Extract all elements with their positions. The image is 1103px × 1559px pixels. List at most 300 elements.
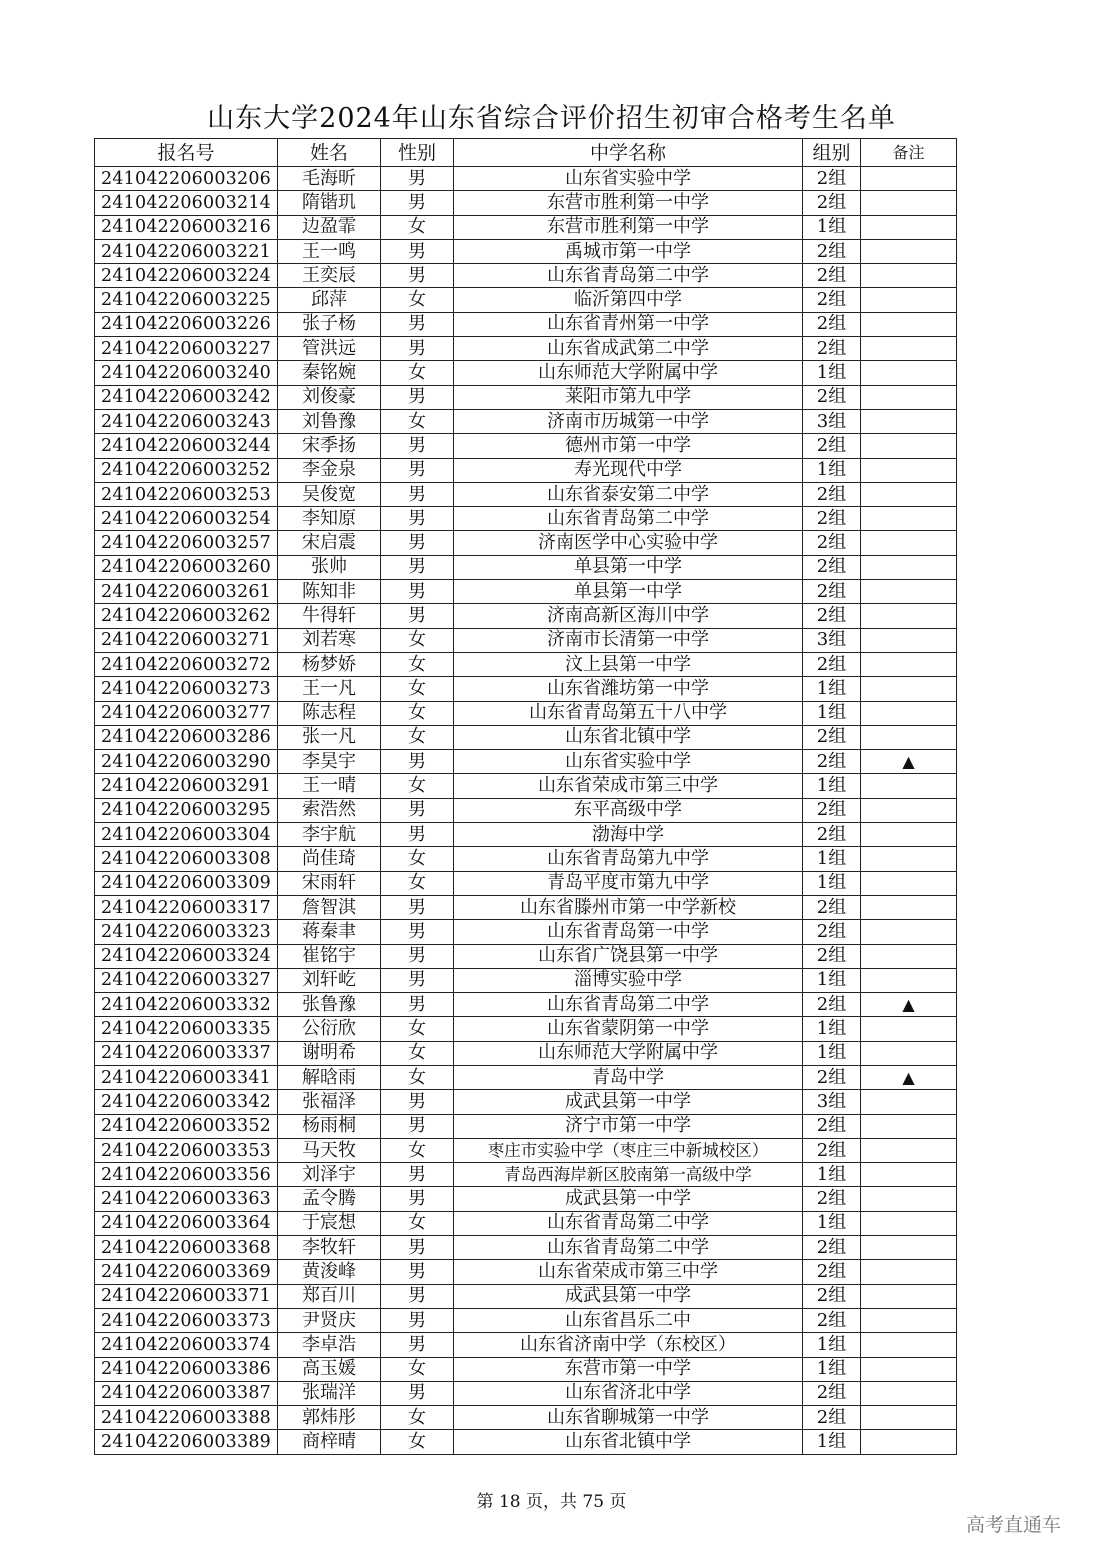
- gender-cell: 女: [381, 1138, 454, 1162]
- gender-cell: 男: [381, 1114, 454, 1138]
- gender-cell: 男: [381, 604, 454, 628]
- note-cell: [861, 1381, 957, 1405]
- note-cell: [861, 1236, 957, 1260]
- note-cell: [861, 1114, 957, 1138]
- note-cell: [861, 580, 957, 604]
- student-name-cell: 马天牧: [278, 1138, 381, 1162]
- student-name-cell: 郑百川: [278, 1284, 381, 1308]
- note-cell: [861, 677, 957, 701]
- table-row: [95, 507, 957, 531]
- registration-number-cell: 241042206003216: [95, 215, 278, 239]
- school-name-cell: 山东省实验中学: [454, 750, 803, 774]
- group-cell: 3组: [803, 628, 861, 652]
- gender-cell: 女: [381, 725, 454, 749]
- registration-number-cell: 241042206003368: [95, 1236, 278, 1260]
- table-row: [95, 1260, 957, 1284]
- gender-cell: 女: [381, 847, 454, 871]
- note-cell: [861, 1260, 957, 1284]
- table-row: [95, 1333, 957, 1357]
- gender-cell: 男: [381, 1308, 454, 1332]
- school-name-cell: 山东省成武第二中学: [454, 337, 803, 361]
- header-school: 中学名称: [454, 139, 803, 167]
- gender-cell: 男: [381, 944, 454, 968]
- document-title: 山东大学2024年山东省综合评价招生初审合格考生名单: [207, 103, 896, 134]
- registration-number-cell: 241042206003341: [95, 1065, 278, 1089]
- note-cell: [861, 288, 957, 312]
- table-row: [95, 191, 957, 215]
- table-row: [95, 725, 957, 749]
- header-gender: 性别: [381, 139, 454, 167]
- table-row: [95, 385, 957, 409]
- student-name-cell: 刘轩屹: [278, 968, 381, 992]
- gender-cell: 女: [381, 288, 454, 312]
- note-cell: [861, 968, 957, 992]
- note-cell: [861, 823, 957, 847]
- school-name-cell: 山东省青岛第二中学: [454, 993, 803, 1017]
- student-name-cell: 高玉媛: [278, 1357, 381, 1381]
- gender-cell: 男: [381, 385, 454, 409]
- student-name-cell: 王一凡: [278, 677, 381, 701]
- gender-cell: 男: [381, 482, 454, 506]
- header-note: 备注: [861, 139, 957, 167]
- group-cell: 2组: [803, 264, 861, 288]
- table-row: [95, 701, 957, 725]
- registration-number-cell: 241042206003271: [95, 628, 278, 652]
- group-cell: 2组: [803, 531, 861, 555]
- gender-cell: 女: [381, 1041, 454, 1065]
- student-name-cell: 孟令腾: [278, 1187, 381, 1211]
- gender-cell: 男: [381, 968, 454, 992]
- school-name-cell: 莱阳市第九中学: [454, 385, 803, 409]
- registration-number-cell: 241042206003353: [95, 1138, 278, 1162]
- registration-number-cell: 241042206003304: [95, 823, 278, 847]
- registration-number-cell: 241042206003290: [95, 750, 278, 774]
- group-cell: 2组: [803, 434, 861, 458]
- group-cell: 1组: [803, 701, 861, 725]
- gender-cell: 女: [381, 628, 454, 652]
- student-name-cell: 隋锴玑: [278, 191, 381, 215]
- school-name-cell: 济南市长清第一中学: [454, 628, 803, 652]
- group-cell: 1组: [803, 1041, 861, 1065]
- header-registration-number: 报名号: [95, 139, 278, 167]
- student-name-cell: 陈志程: [278, 701, 381, 725]
- gender-cell: 女: [381, 677, 454, 701]
- gender-cell: 女: [381, 361, 454, 385]
- school-name-cell: 山东省青州第一中学: [454, 312, 803, 336]
- school-name-cell: 青岛中学: [454, 1065, 803, 1089]
- table-row: [95, 458, 957, 482]
- school-name-cell: 山东省济北中学: [454, 1381, 803, 1405]
- student-name-cell: 王一鸣: [278, 239, 381, 263]
- registration-number-cell: 241042206003273: [95, 677, 278, 701]
- school-name-cell: 山东省青岛第二中学: [454, 1211, 803, 1235]
- student-name-cell: 张帅: [278, 555, 381, 579]
- school-name-cell: 禹城市第一中学: [454, 239, 803, 263]
- gender-cell: 男: [381, 434, 454, 458]
- gender-cell: 男: [381, 1284, 454, 1308]
- gender-cell: 男: [381, 750, 454, 774]
- table-row: [95, 1138, 957, 1162]
- school-name-cell: 渤海中学: [454, 823, 803, 847]
- table-row: [95, 944, 957, 968]
- gender-cell: 男: [381, 993, 454, 1017]
- note-cell: [861, 507, 957, 531]
- gender-cell: 女: [381, 1357, 454, 1381]
- student-name-cell: 黄浚峰: [278, 1260, 381, 1284]
- school-name-cell: 山东省潍坊第一中学: [454, 677, 803, 701]
- note-cell: [861, 1138, 957, 1162]
- group-cell: 1组: [803, 1211, 861, 1235]
- table-row: [95, 1308, 957, 1332]
- gender-cell: 男: [381, 798, 454, 822]
- group-cell: 2组: [803, 798, 861, 822]
- group-cell: 2组: [803, 944, 861, 968]
- student-name-cell: 毛海昕: [278, 167, 381, 191]
- table-row: [95, 1381, 957, 1405]
- student-name-cell: 尹贤庆: [278, 1308, 381, 1332]
- gender-cell: 女: [381, 1017, 454, 1041]
- student-name-cell: 于宸想: [278, 1211, 381, 1235]
- school-name-cell: 山东省荣成市第三中学: [454, 1260, 803, 1284]
- student-name-cell: 邱萍: [278, 288, 381, 312]
- student-name-cell: 李卓浩: [278, 1333, 381, 1357]
- registration-number-cell: 241042206003364: [95, 1211, 278, 1235]
- registration-number-cell: 241042206003214: [95, 191, 278, 215]
- group-cell: 2组: [803, 507, 861, 531]
- registration-number-cell: 241042206003286: [95, 725, 278, 749]
- registration-number-cell: 241042206003242: [95, 385, 278, 409]
- student-name-cell: 郭炜彤: [278, 1406, 381, 1430]
- school-name-cell: 山东省广饶县第一中学: [454, 944, 803, 968]
- registration-number-cell: 241042206003352: [95, 1114, 278, 1138]
- student-name-cell: 宋雨轩: [278, 871, 381, 895]
- registration-number-cell: 241042206003388: [95, 1406, 278, 1430]
- school-name-cell: 山东省滕州市第一中学新校: [454, 895, 803, 919]
- header-name: 姓名: [278, 139, 381, 167]
- note-cell: [861, 361, 957, 385]
- school-name-cell: 山东省泰安第二中学: [454, 482, 803, 506]
- school-name-cell: 东营市第一中学: [454, 1357, 803, 1381]
- student-name-cell: 商梓晴: [278, 1430, 381, 1454]
- student-name-cell: 管洪远: [278, 337, 381, 361]
- registration-number-cell: 241042206003317: [95, 895, 278, 919]
- registration-number-cell: 241042206003327: [95, 968, 278, 992]
- registration-number-cell: 241042206003261: [95, 580, 278, 604]
- note-cell: [861, 264, 957, 288]
- registration-number-cell: 241042206003221: [95, 239, 278, 263]
- group-cell: 2组: [803, 1138, 861, 1162]
- group-cell: 1组: [803, 968, 861, 992]
- group-cell: 2组: [803, 1308, 861, 1332]
- gender-cell: 男: [381, 920, 454, 944]
- note-cell: [861, 1357, 957, 1381]
- group-cell: 2组: [803, 167, 861, 191]
- group-cell: 2组: [803, 1381, 861, 1405]
- note-cell: [861, 239, 957, 263]
- table-row: [95, 847, 957, 871]
- note-cell: [861, 312, 957, 336]
- group-cell: 2组: [803, 750, 861, 774]
- student-name-cell: 崔铭宇: [278, 944, 381, 968]
- registration-number-cell: 241042206003332: [95, 993, 278, 1017]
- registration-number-cell: 241042206003206: [95, 167, 278, 191]
- table-row: [95, 1211, 957, 1235]
- registration-number-cell: 241042206003254: [95, 507, 278, 531]
- group-cell: 2组: [803, 1236, 861, 1260]
- student-name-cell: 索浩然: [278, 798, 381, 822]
- note-cell: [861, 434, 957, 458]
- school-name-cell: 青岛西海岸新区胶南第一高级中学: [454, 1163, 803, 1187]
- group-cell: 2组: [803, 337, 861, 361]
- student-name-cell: 李宇航: [278, 823, 381, 847]
- registration-number-cell: 241042206003389: [95, 1430, 278, 1454]
- note-cell: [861, 920, 957, 944]
- gender-cell: 男: [381, 1163, 454, 1187]
- header-group: 组别: [803, 139, 861, 167]
- page-footer: 第 18 页，共 75 页: [476, 1492, 627, 1512]
- table-row: [95, 993, 957, 1017]
- group-cell: 2组: [803, 385, 861, 409]
- student-name-cell: 李昊宇: [278, 750, 381, 774]
- group-cell: 1组: [803, 1357, 861, 1381]
- gender-cell: 男: [381, 191, 454, 215]
- note-cell: ▲: [861, 993, 957, 1017]
- table-row: [95, 677, 957, 701]
- registration-number-cell: 241042206003277: [95, 701, 278, 725]
- school-name-cell: 成武县第一中学: [454, 1284, 803, 1308]
- group-cell: 1组: [803, 1017, 861, 1041]
- student-name-cell: 边盈霏: [278, 215, 381, 239]
- student-name-cell: 王一晴: [278, 774, 381, 798]
- student-name-cell: 吴俊宽: [278, 482, 381, 506]
- group-cell: 3组: [803, 409, 861, 433]
- student-name-cell: 李金泉: [278, 458, 381, 482]
- note-cell: ▲: [861, 1065, 957, 1089]
- note-cell: [861, 701, 957, 725]
- table-row: [95, 920, 957, 944]
- student-name-cell: 张鲁豫: [278, 993, 381, 1017]
- note-cell: [861, 385, 957, 409]
- table-row: [95, 823, 957, 847]
- note-cell: [861, 409, 957, 433]
- group-cell: 1组: [803, 361, 861, 385]
- note-cell: [861, 774, 957, 798]
- student-name-cell: 杨梦娇: [278, 652, 381, 676]
- school-name-cell: 临沂第四中学: [454, 288, 803, 312]
- table-row: [95, 434, 957, 458]
- registration-number-cell: 241042206003386: [95, 1357, 278, 1381]
- school-name-cell: 山东省青岛第一中学: [454, 920, 803, 944]
- gender-cell: 女: [381, 1065, 454, 1089]
- gender-cell: 男: [381, 1187, 454, 1211]
- student-name-cell: 宋季扬: [278, 434, 381, 458]
- student-name-cell: 刘泽宇: [278, 1163, 381, 1187]
- table-row: [95, 167, 957, 191]
- student-name-cell: 李牧轩: [278, 1236, 381, 1260]
- group-cell: 2组: [803, 604, 861, 628]
- note-cell: [861, 1406, 957, 1430]
- school-name-cell: 山东省蒙阴第一中学: [454, 1017, 803, 1041]
- gender-cell: 男: [381, 239, 454, 263]
- gender-cell: 男: [381, 337, 454, 361]
- note-cell: [861, 847, 957, 871]
- gender-cell: 女: [381, 215, 454, 239]
- school-name-cell: 东营市胜利第一中学: [454, 215, 803, 239]
- registration-number-cell: 241042206003295: [95, 798, 278, 822]
- note-cell: [861, 1333, 957, 1357]
- gender-cell: 男: [381, 167, 454, 191]
- gender-cell: 男: [381, 555, 454, 579]
- student-name-cell: 刘若寒: [278, 628, 381, 652]
- registration-number-cell: 241042206003308: [95, 847, 278, 871]
- school-name-cell: 青岛平度市第九中学: [454, 871, 803, 895]
- registration-number-cell: 241042206003227: [95, 337, 278, 361]
- registration-number-cell: 241042206003224: [95, 264, 278, 288]
- school-name-cell: 山东省荣成市第三中学: [454, 774, 803, 798]
- registration-number-cell: 241042206003337: [95, 1041, 278, 1065]
- group-cell: 2组: [803, 823, 861, 847]
- group-cell: 2组: [803, 920, 861, 944]
- school-name-cell: 山东省北镇中学: [454, 725, 803, 749]
- group-cell: 1组: [803, 847, 861, 871]
- table-row: [95, 968, 957, 992]
- registration-number-cell: 241042206003243: [95, 409, 278, 433]
- table-row: [95, 798, 957, 822]
- note-cell: [861, 337, 957, 361]
- table-row: [95, 580, 957, 604]
- table-row: [95, 652, 957, 676]
- school-name-cell: 济宁市第一中学: [454, 1114, 803, 1138]
- student-name-cell: 蒋秦聿: [278, 920, 381, 944]
- gender-cell: 女: [381, 1211, 454, 1235]
- table-row: [95, 871, 957, 895]
- table-row: [95, 604, 957, 628]
- group-cell: 2组: [803, 288, 861, 312]
- group-cell: 2组: [803, 1187, 861, 1211]
- table-row: [95, 1236, 957, 1260]
- school-name-cell: 淄博实验中学: [454, 968, 803, 992]
- table-row: [95, 628, 957, 652]
- school-name-cell: 德州市第一中学: [454, 434, 803, 458]
- group-cell: 2组: [803, 580, 861, 604]
- gender-cell: 男: [381, 823, 454, 847]
- note-cell: [861, 191, 957, 215]
- student-name-cell: 公衍欣: [278, 1017, 381, 1041]
- group-cell: 2组: [803, 1406, 861, 1430]
- registration-number-cell: 241042206003291: [95, 774, 278, 798]
- table-row: [95, 1065, 957, 1089]
- student-name-cell: 王奕辰: [278, 264, 381, 288]
- school-name-cell: 枣庄市实验中学（枣庄三中新城校区）: [454, 1138, 803, 1162]
- note-cell: [861, 167, 957, 191]
- table-row: [95, 1017, 957, 1041]
- student-name-cell: 刘鲁豫: [278, 409, 381, 433]
- school-name-cell: 山东省实验中学: [454, 167, 803, 191]
- registration-number-cell: 241042206003272: [95, 652, 278, 676]
- student-name-cell: 解晗雨: [278, 1065, 381, 1089]
- note-cell: [861, 1090, 957, 1114]
- school-name-cell: 东平高级中学: [454, 798, 803, 822]
- school-name-cell: 成武县第一中学: [454, 1187, 803, 1211]
- table-row: [95, 337, 957, 361]
- table-row: [95, 1041, 957, 1065]
- gender-cell: 女: [381, 774, 454, 798]
- school-name-cell: 山东师范大学附属中学: [454, 361, 803, 385]
- registration-number-cell: 241042206003387: [95, 1381, 278, 1405]
- group-cell: 2组: [803, 482, 861, 506]
- registration-number-cell: 241042206003309: [95, 871, 278, 895]
- school-name-cell: 山东师范大学附属中学: [454, 1041, 803, 1065]
- group-cell: 2组: [803, 1065, 861, 1089]
- student-name-cell: 杨雨桐: [278, 1114, 381, 1138]
- table-row: [95, 1187, 957, 1211]
- note-cell: [861, 1163, 957, 1187]
- gender-cell: 男: [381, 264, 454, 288]
- note-cell: ▲: [861, 750, 957, 774]
- registration-number-cell: 241042206003374: [95, 1333, 278, 1357]
- gender-cell: 男: [381, 458, 454, 482]
- student-name-cell: 张福泽: [278, 1090, 381, 1114]
- school-name-cell: 山东省青岛第二中学: [454, 264, 803, 288]
- registration-number-cell: 241042206003363: [95, 1187, 278, 1211]
- student-name-cell: 谢明希: [278, 1041, 381, 1065]
- note-cell: [861, 1187, 957, 1211]
- school-name-cell: 单县第一中学: [454, 580, 803, 604]
- note-cell: [861, 871, 957, 895]
- school-name-cell: 山东省济南中学（东校区）: [454, 1333, 803, 1357]
- table-row: [95, 264, 957, 288]
- gender-cell: 男: [381, 580, 454, 604]
- note-cell: [861, 604, 957, 628]
- table-row: [95, 1357, 957, 1381]
- applicant-table: [94, 138, 957, 1455]
- group-cell: 2组: [803, 725, 861, 749]
- student-name-cell: 张子杨: [278, 312, 381, 336]
- student-name-cell: 詹智淇: [278, 895, 381, 919]
- table-row: [95, 1090, 957, 1114]
- table-row: [95, 312, 957, 336]
- registration-number-cell: 241042206003373: [95, 1308, 278, 1332]
- note-cell: [861, 531, 957, 555]
- registration-number-cell: 241042206003262: [95, 604, 278, 628]
- table-row: [95, 1163, 957, 1187]
- note-cell: [861, 1284, 957, 1308]
- school-name-cell: 汶上县第一中学: [454, 652, 803, 676]
- note-cell: [861, 1211, 957, 1235]
- group-cell: 1组: [803, 1430, 861, 1454]
- note-cell: [861, 652, 957, 676]
- group-cell: 1组: [803, 871, 861, 895]
- table-row: [95, 409, 957, 433]
- gender-cell: 男: [381, 1260, 454, 1284]
- group-cell: 2组: [803, 652, 861, 676]
- note-cell: [861, 458, 957, 482]
- school-name-cell: 东营市胜利第一中学: [454, 191, 803, 215]
- group-cell: 1组: [803, 1333, 861, 1357]
- group-cell: 2组: [803, 191, 861, 215]
- note-cell: [861, 215, 957, 239]
- group-cell: 2组: [803, 555, 861, 579]
- registration-number-cell: 241042206003342: [95, 1090, 278, 1114]
- group-cell: 3组: [803, 1090, 861, 1114]
- registration-number-cell: 241042206003257: [95, 531, 278, 555]
- note-cell: [861, 895, 957, 919]
- table-row: [95, 531, 957, 555]
- note-cell: [861, 1017, 957, 1041]
- group-cell: 2组: [803, 312, 861, 336]
- table-row: [95, 1430, 957, 1454]
- group-cell: 2组: [803, 993, 861, 1017]
